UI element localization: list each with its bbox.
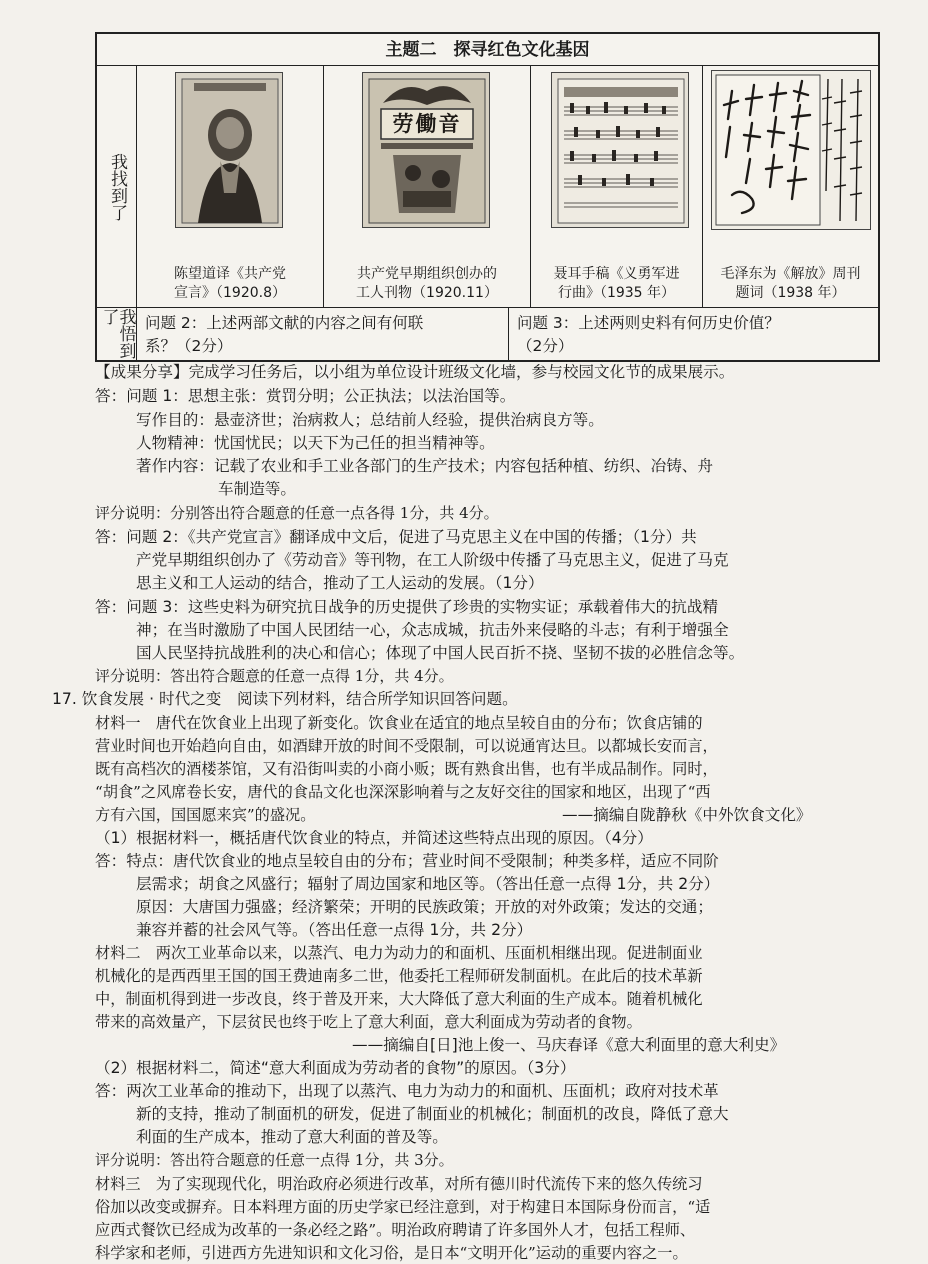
table-cell-manifesto bbox=[137, 66, 324, 307]
theme-table bbox=[95, 32, 880, 362]
text-line: 答：问题 3：这些史料为研究抗日战争的历史提供了珍贵的实物实证；承载着伟大的抗战精 bbox=[95, 598, 719, 616]
text-line: 评分说明：答出符合题意的任意一点得 1分，共 3分。 bbox=[95, 1151, 454, 1169]
text-line: 利面的生产成本，推动了意大利面的普及等。 bbox=[136, 1128, 448, 1146]
text-line: 应西式餐饮已经成为改革的一条必经之路”。明治政府聘请了许多国外人才，包括工程师、 bbox=[95, 1221, 696, 1239]
text-line: 答：特点：唐代饮食业的地点呈较自由的分布；营业时间不受限制；种类多样，适应不同阶 bbox=[95, 852, 719, 870]
text-line: 方有六国，国国愿来宾”的盛况。 bbox=[95, 806, 316, 824]
caption-line: 共产党早期组织创办的 bbox=[357, 266, 497, 282]
caption-line: 陈望道译《共产党 bbox=[174, 266, 286, 282]
text-line: （2）根据材料二，简述“意大利面成为劳动者的食物”的原因。（3分） bbox=[95, 1059, 576, 1077]
table-cell-journal bbox=[324, 66, 531, 307]
caption-line: 宣言》（1920.8） bbox=[174, 285, 286, 301]
text-line: 材料二 两次工业革命以来，以蒸汽、电力为动力的和面机、压面机相继出现。促进制面业 bbox=[95, 944, 703, 962]
text-line: 层需求；胡食之风盛行；辐射了周边国家和地区等。（答出任意一点得 1分，共 2分） bbox=[136, 875, 720, 893]
question-3-line: 问题 3：上述两则史料有何历史价值？ bbox=[517, 314, 780, 332]
text-line: 车制造等。 bbox=[218, 480, 296, 498]
text-line: 新的支持，推动了制面机的研发，促进了制面业的机械化；制面机的改良，降低了意大 bbox=[136, 1105, 729, 1123]
text-line: 带来的高效量产，下层贫民也终于吃上了意大利面，意大利面成为劳动者的食物。 bbox=[95, 1013, 642, 1031]
journal-title-text: 劳働音 bbox=[392, 112, 462, 136]
question-2-cell bbox=[137, 308, 509, 362]
text-line: 机械化的是西西里王国的国王费迪南多二世，他委托工程师研发制面机。在此后的技术革新 bbox=[95, 967, 703, 985]
text-line: 国人民坚持抗战胜利的决心和信心；体现了中国人民百折不挠、坚韧不拔的必胜信念等。 bbox=[136, 644, 745, 662]
row-learn bbox=[97, 308, 878, 362]
text-line: 原因：大唐国力强盛；经济繁荣；开明的民族政策；开放的对外政策；发达的交通； bbox=[136, 898, 713, 916]
text-line: 产党早期组织创办了《劳动音》等刊物，在工人阶级中传播了马克思主义，促进了马克 bbox=[136, 551, 729, 569]
text-line: 著作内容：记载了农业和手工业各部门的生产技术；内容包括种植、纺织、冶铸、舟 bbox=[136, 457, 713, 475]
text-line: ——摘编自陇静秋《中外饮食文化》 bbox=[562, 806, 812, 824]
text-line: 既有高档次的酒楼茶馆，又有沿街叫卖的小商小贩；既有熟食出售，也有半成品制作。同时， bbox=[95, 760, 718, 778]
text-line: 答：问题 1：思想主张：赏罚分明；公正执法；以法治国等。 bbox=[95, 387, 516, 405]
caption-line: 毛泽东为《解放》周刊 bbox=[720, 266, 861, 282]
table-cell-inscription bbox=[703, 66, 878, 307]
table-cell-manuscript bbox=[531, 66, 703, 307]
text-line: （1）根据材料一，概括唐代饮食业的特点，并简述这些特点出现的原因。（4分） bbox=[95, 829, 653, 847]
caption-line: 聂耳手稿《义勇军进 bbox=[553, 266, 680, 282]
text-line: 营业时间也开始趋向自由，如酒肆开放的时间不受限制，可以说通宵达旦。以都城长安而言， bbox=[95, 737, 718, 755]
caption-line: 行曲》（1935 年） bbox=[557, 285, 676, 301]
calligraphy-inscription-image bbox=[711, 70, 871, 230]
text-line: 思主义和工人运动的结合，推动了工人运动的发展。（1分） bbox=[136, 574, 544, 592]
caption-line: 题词（1938 年） bbox=[735, 285, 846, 301]
text-line: 俗加以改变或摒弃。日本料理方面的历史学家已经注意到，对于构建日本国际身份而言，“适 bbox=[95, 1198, 711, 1216]
text-line: 兼容并蓄的社会风气等。（答出任意一点得 1分，共 2分） bbox=[136, 921, 533, 939]
text-line: 写作目的：悬壶济世；治病救人；总结前人经验，提供治病良方等。 bbox=[136, 411, 604, 429]
text-line: 评分说明：分别答出符合题意的任意一点各得 1分，共 4分。 bbox=[95, 504, 499, 522]
question-2-line: 系？（2分） bbox=[145, 337, 233, 355]
text-line: 评分说明：答出符合题意的任意一点得 1分，共 4分。 bbox=[95, 667, 454, 685]
text-line: 中，制面机得到进一步改良，终于普及开来，大大降低了意大利面的生产成本。随着机械化 bbox=[95, 990, 703, 1008]
text-line: 答：两次工业革命的推动下，出现了以蒸汽、电力为动力的和面机、压面机；政府对技术革 bbox=[95, 1082, 719, 1100]
text-line: 【成果分享】完成学习任务后，以小组为单位设计班级文化墙，参与校园文化节的成果展示。 bbox=[95, 363, 735, 381]
text-line: 人物精神：忧国忧民；以天下为己任的担当精神等。 bbox=[136, 434, 495, 452]
text-line: ——摘编自[日]池上俊一、马庆春译《意大利面里的意大利史》 bbox=[352, 1036, 786, 1054]
question-3-line: （2分） bbox=[517, 337, 574, 355]
table-title: 主题二 探寻红色文化基因 bbox=[97, 34, 878, 66]
manifesto-cover-image bbox=[175, 72, 283, 228]
question-2-line: 问题 2：上述两部文献的内容之间有何联 bbox=[145, 314, 424, 332]
text-line: 材料三 为了实现现代化，明治政府必须进行改革，对所有德川时代流传下来的悠久传统习 bbox=[95, 1175, 703, 1193]
row-found bbox=[97, 66, 878, 308]
text-line: 17. 饮食发展 · 时代之变 阅读下列材料，结合所学知识回答问题。 bbox=[52, 690, 518, 708]
text-line: 答：问题 2：《共产党宣言》翻译成中文后，促进了马克思主义在中国的传播；（1分）共 bbox=[95, 528, 697, 546]
text-line: “胡食”之风席卷长安，唐代的食品文化也深深影响着与之友好交往的国家和地区，出现了“西 bbox=[95, 783, 711, 801]
text-line: 材料一 唐代在饮食业上出现了新变化。饮食业在适宜的地点呈较自由的分布；饮食店铺的 bbox=[95, 714, 703, 732]
question-3-cell bbox=[509, 308, 878, 362]
row-label-found: 我找到了 bbox=[97, 66, 137, 307]
text-line: 神；在当时激励了中国人民团结一心，众志成城，抗击外来侵略的斗志；有利于增强全 bbox=[136, 621, 729, 639]
text-line: 科学家和老师，引进西方先进知识和文化习俗，是日本“文明开化”运动的重要内容之一。 bbox=[95, 1244, 688, 1262]
caption-line: 工人刊物（1920.11） bbox=[356, 285, 498, 301]
row-label-learn: 我悟到了 bbox=[97, 308, 137, 362]
music-manuscript-image bbox=[551, 72, 689, 228]
labour-journal-image bbox=[362, 72, 490, 228]
